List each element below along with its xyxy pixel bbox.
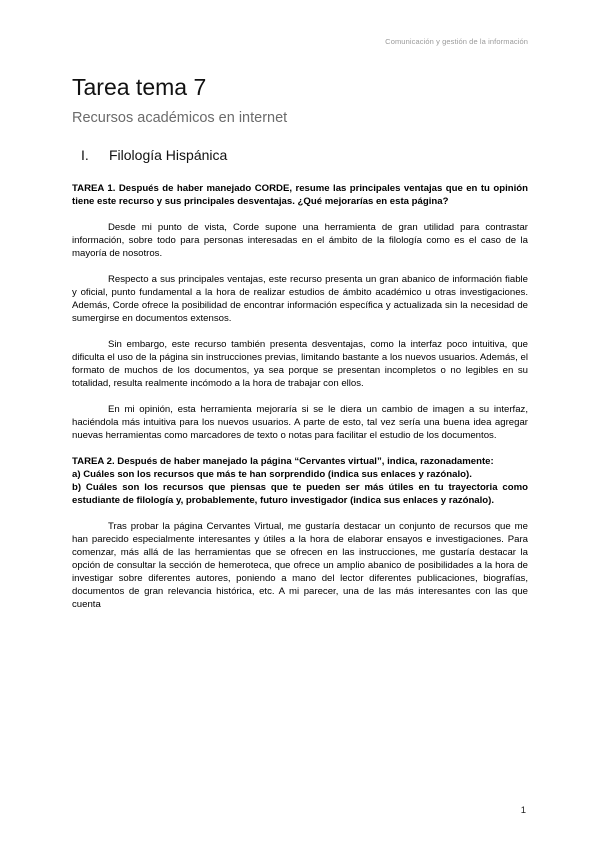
running-header: Comunicación y gestión de la información [385, 37, 528, 46]
task-heading-line: a) Cuáles son los recursos que más te han sorprendido (indica sus enlaces y razónalo). [72, 469, 472, 480]
document-body [72, 182, 528, 624]
document-subtitle: Recursos académicos en internet [72, 110, 288, 126]
paragraph: Desde mi punto de vista, Corde supone una herramienta de gran utilidad para contrastar información, sobre todo para personas interesadas en el ámbito de la filología como es el caso de la mayoría de nosotros. [72, 222, 528, 259]
page-number: 1 [520, 805, 526, 816]
section-label: Filología Hispánica [109, 147, 228, 163]
paragraph: Tras probar la página Cervantes Virtual, me gustaría destacar un conjunto de recursos que me han parecido especialmente interesantes y útiles a la hora de elaborar ensayos e investigaciones. Para comenzar, más allá de las herramientas que se ofrecen en las instrucciones, me gustaría destacar la opción de consultar la sección de hemeroteca, que ofrece un amplio abanico de posibilidades a la hora de investigar sobre diferentes autores, poniendo a mano del lector diferentes publicaciones, biografías, documentos de gran relevancia histórica, etc. A mi parecer, una de las más interesantes con las que cuenta [72, 521, 528, 610]
task-2-heading [72, 455, 528, 507]
section-heading [81, 147, 227, 163]
paragraph: Respecto a sus principales ventajas, este recurso presenta un gran abanico de información fiable y oficial, punto fundamental a la hora de realizar estudios de ámbito académico u otras investigaciones. Además, Corde ofrece la posibilidad de encontrar información específica y actualizada sin la necesidad de sumergirse en documentos extensos. [72, 274, 528, 324]
document-title: Tarea tema 7 [72, 74, 207, 100]
paragraph: Sin embargo, este recurso también presenta desventajas, como la interfaz poco intuitiva, que dificulta el uso de la página sin instrucciones previas, limitando bastante a los nuevos usuarios. Además, el formato de muchos de los documentos, ya sea porque se presentan incompletos o no legibles en su totalidad, resulta realmente incómodo a la hora de trabajar con ellos. [72, 339, 528, 389]
task-heading-line: TAREA 1. Después de haber manejado CORDE, resume las principales ventajas que en tu opinión tiene este recurso y sus principales desventajas. ¿Qué mejorarías en esta página? [72, 183, 528, 207]
task-heading-line: b) Cuáles son los recursos que piensas que te pueden ser más útiles en tu trayectoria como estudiante de filología y, probablemente, futuro investigador (indica sus enlaces y razónalo). [72, 482, 528, 506]
task-1-heading [72, 182, 528, 208]
task-heading-line: TAREA 2. Después de haber manejado la página “Cervantes virtual”, indica, razonadamente: [72, 456, 494, 467]
section-number: I. [81, 147, 89, 163]
paragraph: En mi opinión, esta herramienta mejoraría si se le diera un cambio de imagen a su interfaz, haciéndola más intuitiva para los nuevos usuarios. A parte de esto, tal vez sería una buena idea agregar nuevas herramientas como marcadores de texto o notas para facilitar el estudio de los documentos. [72, 404, 528, 441]
